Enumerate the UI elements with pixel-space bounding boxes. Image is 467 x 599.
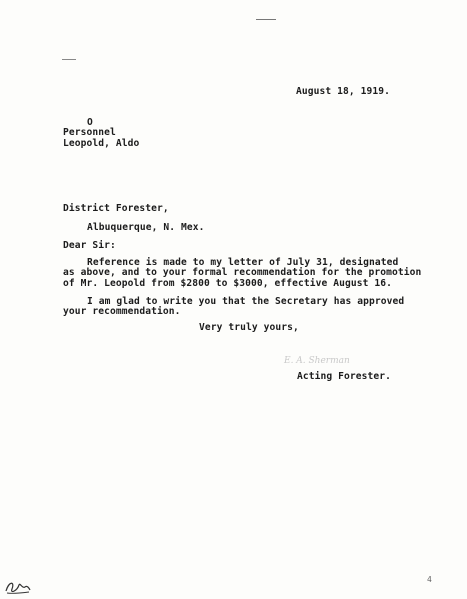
recipient-location: Albuquerque, N. Mex. xyxy=(87,222,205,233)
recipient-title: District Forester, xyxy=(63,203,169,214)
body-paragraph-2-line-1: I am glad to write you that the Secretary has approved xyxy=(87,296,405,307)
initials-signature xyxy=(3,575,33,597)
body-paragraph-2-line-2: your recommendation. xyxy=(63,306,181,317)
signer-title: Acting Forester. xyxy=(297,371,392,382)
file-code: O xyxy=(87,117,93,128)
closing: Very truly yours, xyxy=(199,322,299,333)
salutation: Dear Sir: xyxy=(63,240,116,251)
body-paragraph-1-line-3: of Mr. Leopold from $2800 to $3000, effective August 16. xyxy=(63,278,393,289)
top-margin-mark xyxy=(256,19,276,20)
left-margin-mark xyxy=(62,59,76,60)
page-number: 4 xyxy=(427,575,432,584)
body-paragraph-1-line-1: Reference is made to my letter of July 31, designated xyxy=(87,257,399,268)
signature-stamp: E. A. Sherman xyxy=(284,356,350,366)
letter-date: August 18, 1919. xyxy=(296,86,391,97)
file-department: Personnel xyxy=(63,127,116,138)
body-paragraph-1-line-2: as above, and to your formal recommendation for the promotion xyxy=(63,267,422,278)
file-name: Leopold, Aldo xyxy=(63,138,140,149)
